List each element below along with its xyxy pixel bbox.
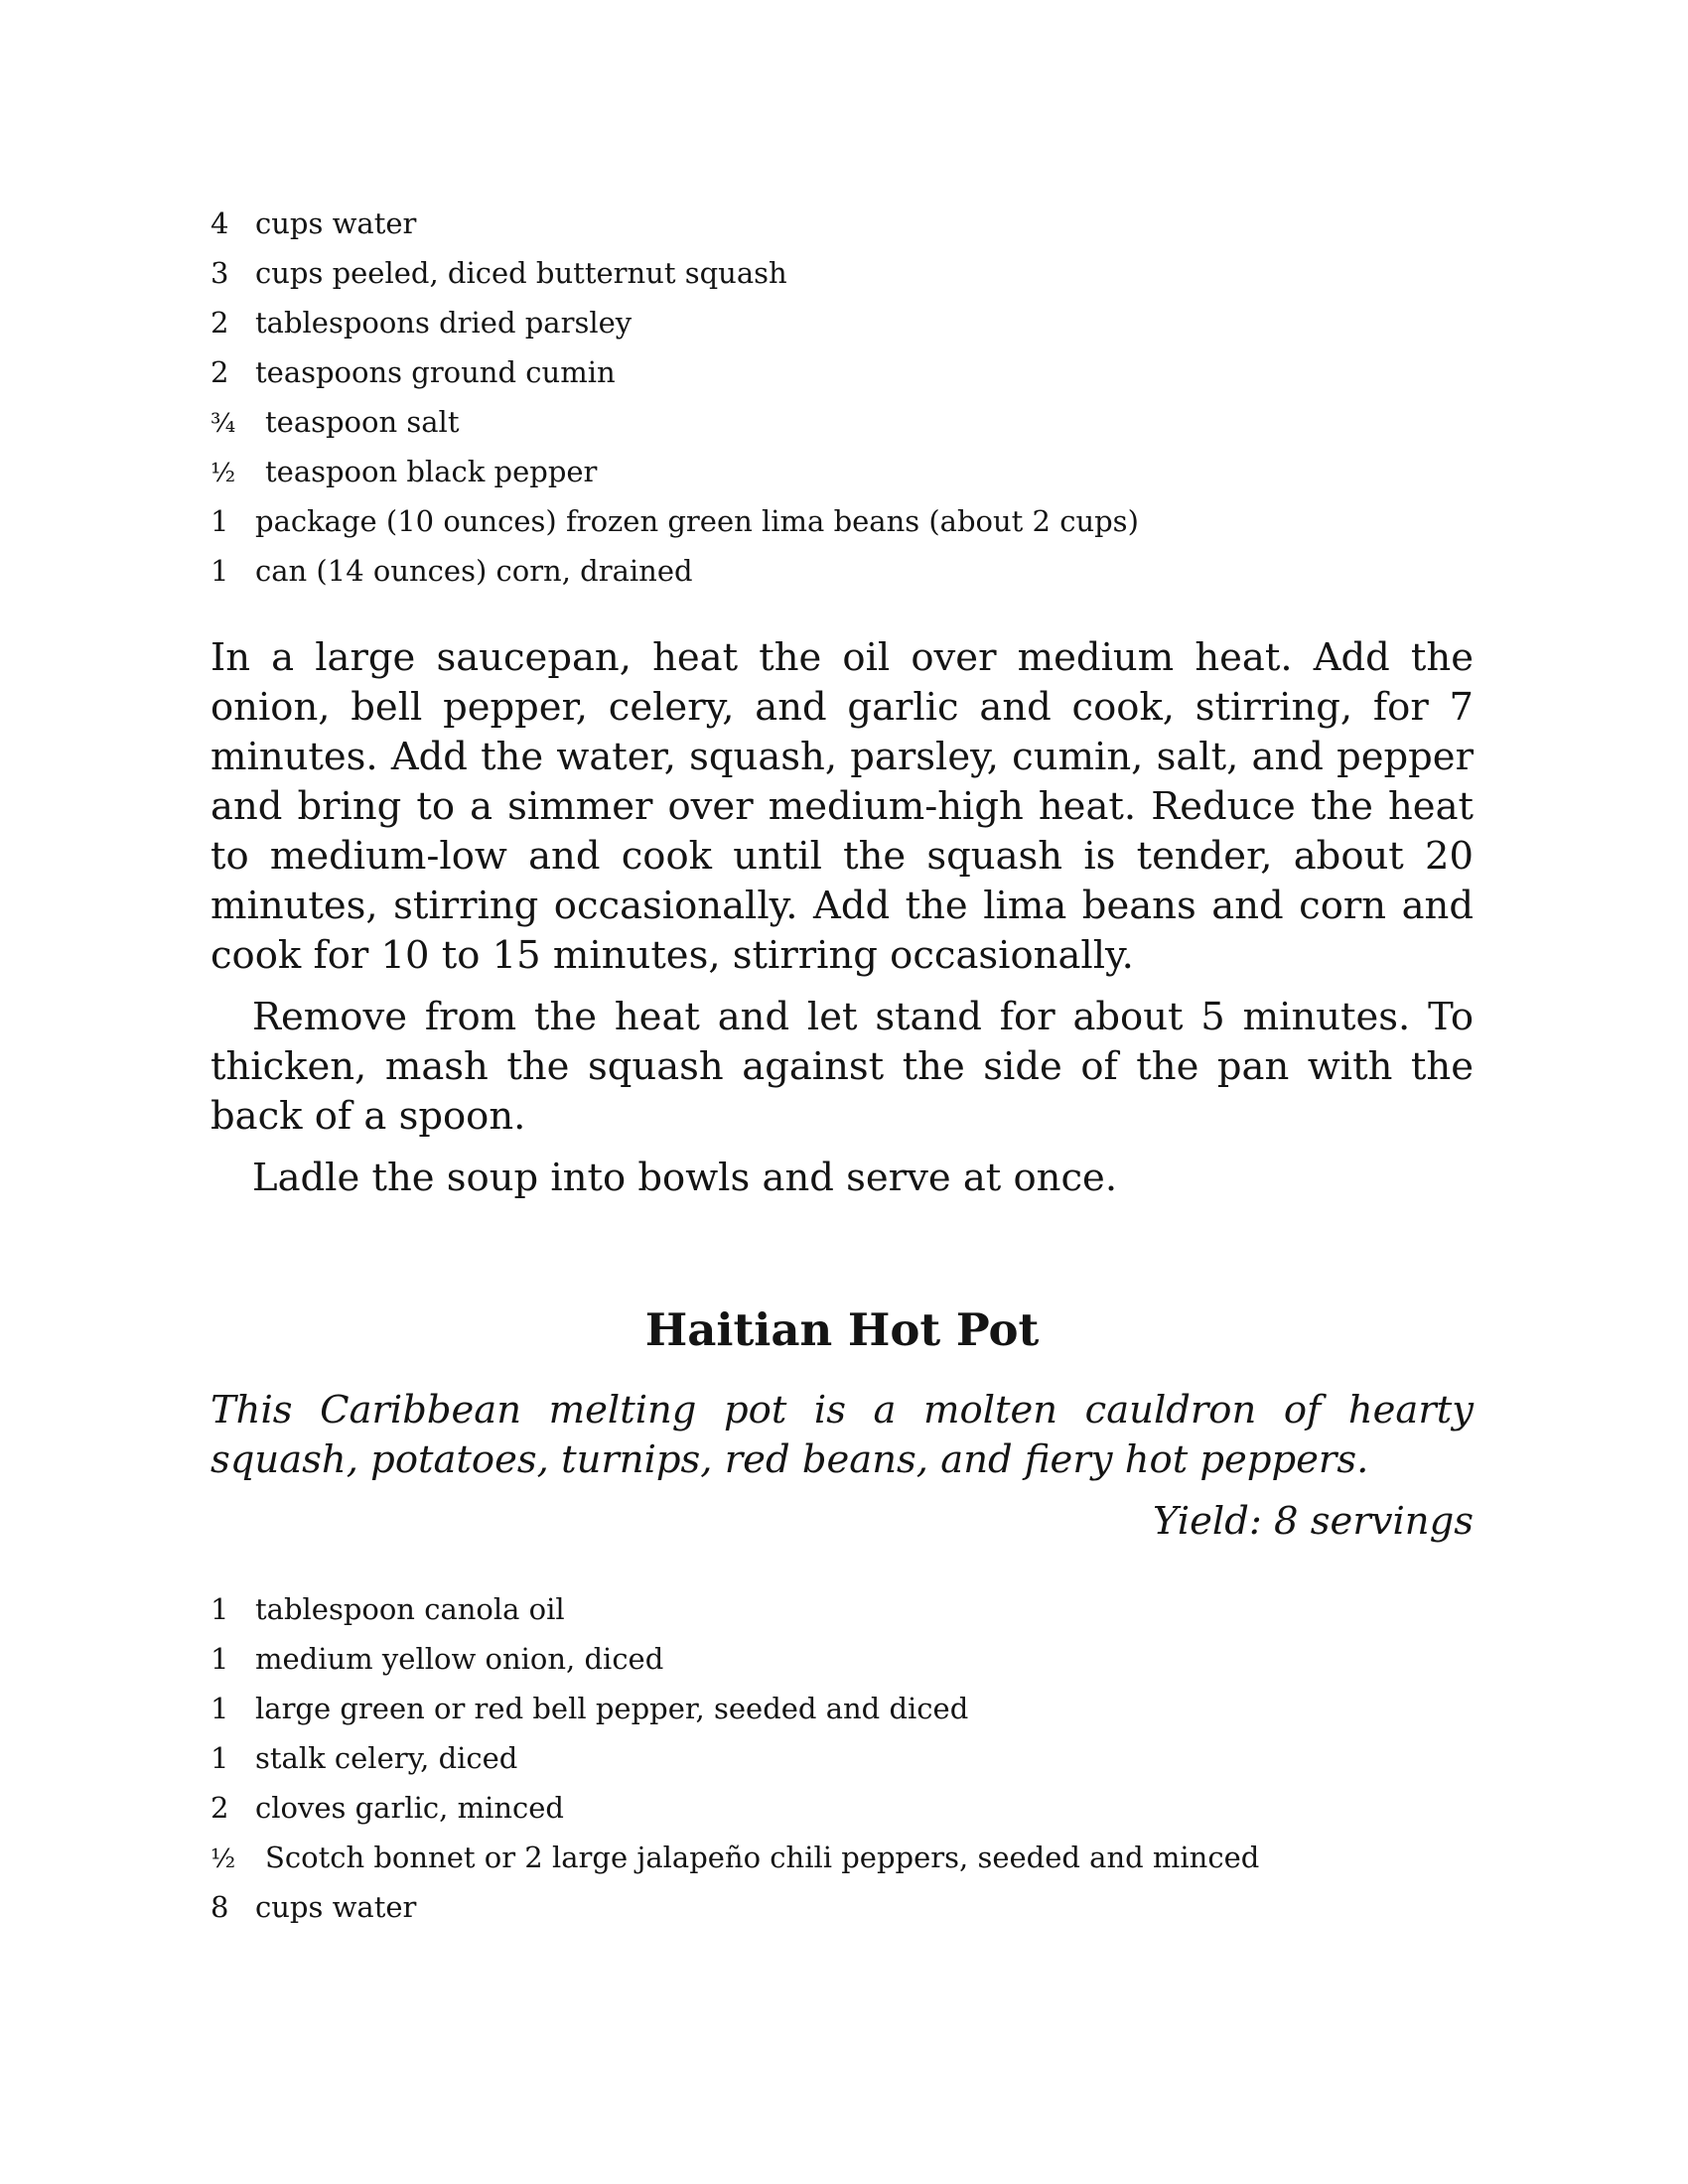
ingredient-item [211, 1634, 1474, 1684]
ingredient-quantity: 1 [211, 1642, 229, 1676]
ingredient-text: cups water [255, 1890, 417, 1924]
ingredient-quantity: 1 [211, 1692, 229, 1725]
ingredient-item [211, 347, 1474, 397]
ingredient-text: Scotch bonnet or 2 large jalapeño chili peppers, seeded and minced [265, 1841, 1260, 1874]
ingredient-text: teaspoon black pepper [265, 455, 598, 488]
ingredient-item [211, 1584, 1474, 1634]
ingredient-text: teaspoon salt [265, 405, 460, 439]
ingredient-quantity: 1 [211, 504, 229, 538]
ingredient-text: cups water [255, 206, 417, 240]
ingredient-text: medium yellow onion, diced [255, 1642, 664, 1676]
ingredient-quantity: ½ [211, 1844, 236, 1874]
ingredient-quantity: 4 [211, 206, 229, 240]
ingredient-text: large green or red bell pepper, seeded and diced [255, 1692, 969, 1725]
ingredient-item [211, 1684, 1474, 1733]
directions-paragraph: In a large saucepan, heat the oil over medium heat. Add the onion, bell pepper, celery, and garlic and cook, stirring, for 7 minutes. Add the water, squash, parsley, cumin, salt, and pepper and bring to a simmer over medium-high heat. Reduce the heat to medium-low and cook until the squash is tender, about 20 minutes, stirring occasionally. Add the lima beans and corn and cook for 10 to 15 minutes, stirring occasionally. [211, 635, 1474, 978]
ingredient-list-bottom [211, 1584, 1474, 1932]
ingredient-item [211, 248, 1474, 298]
ingredient-item [211, 298, 1474, 347]
ingredient-item [211, 397, 1474, 447]
ingredient-quantity: 1 [211, 1741, 229, 1775]
ingredient-item [211, 496, 1474, 546]
ingredient-quantity: 1 [211, 1592, 229, 1626]
recipe-title: Haitian Hot Pot [644, 1303, 1040, 1356]
directions-paragraph: Ladle the soup into bowls and serve at once. [252, 1156, 1118, 1200]
ingredient-quantity: 2 [211, 1791, 229, 1825]
ingredient-quantity: ½ [211, 459, 236, 488]
directions-paragraph: Remove from the heat and let stand for about 5 minutes. To thicken, mash the squash against the side of the pan with the back of a spoon. [211, 995, 1474, 1139]
page-content [211, 199, 1474, 1932]
ingredient-item [211, 1733, 1474, 1783]
ingredient-text: stalk celery, diced [255, 1741, 518, 1775]
ingredient-text: cloves garlic, minced [255, 1791, 564, 1825]
ingredient-item [211, 1833, 1474, 1882]
ingredient-quantity: 1 [211, 554, 229, 588]
ingredient-text: teaspoons ground cumin [255, 355, 616, 389]
ingredient-text: tablespoon canola oil [255, 1592, 565, 1626]
ingredient-item [211, 447, 1474, 496]
ingredient-text: cups peeled, diced butternut squash [255, 256, 787, 290]
ingredient-quantity: 2 [211, 355, 229, 389]
ingredient-text: tablespoons dried parsley [255, 306, 633, 340]
recipe-yield: Yield: 8 servings [1153, 1499, 1474, 1544]
ingredient-quantity: 8 [211, 1890, 229, 1924]
ingredient-quantity: 2 [211, 306, 229, 340]
ingredient-item [211, 1783, 1474, 1833]
ingredient-item [211, 546, 1474, 596]
ingredient-list-top [211, 199, 1474, 596]
ingredient-text: package (10 ounces) frozen green lima beans (about 2 cups) [255, 504, 1139, 538]
ingredient-item [211, 1882, 1474, 1932]
ingredient-quantity: 3 [211, 256, 229, 290]
ingredient-item [211, 199, 1474, 248]
ingredient-quantity: ¾ [211, 409, 236, 439]
recipe-intro: This Caribbean melting pot is a molten cauldron of hearty squash, potatoes, turnips, red beans, and fiery hot peppers. [211, 1388, 1474, 1482]
ingredient-text: can (14 ounces) corn, drained [255, 554, 693, 588]
